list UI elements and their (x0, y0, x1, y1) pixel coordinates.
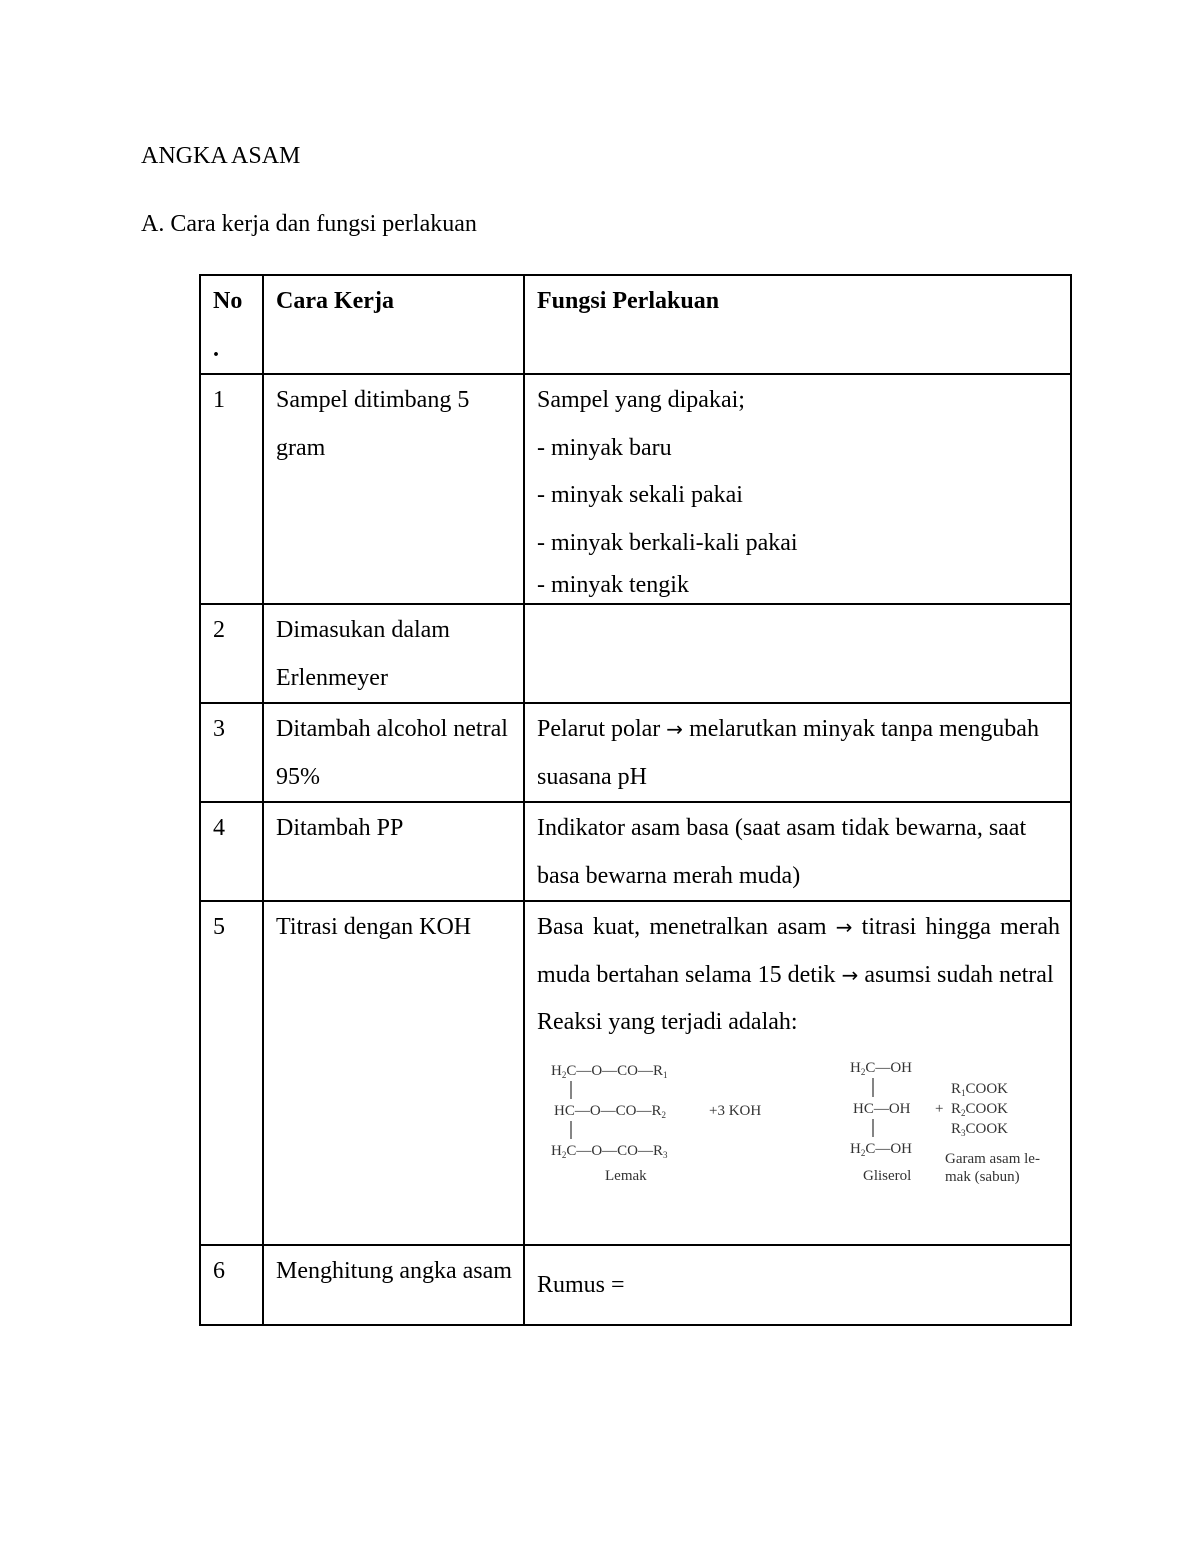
fungsi-cell (524, 374, 1071, 604)
arrow-right-icon: → (835, 915, 853, 939)
table-row (200, 604, 1071, 703)
fungsi-cell (524, 901, 1071, 1245)
plus-sign: + (935, 1100, 944, 1117)
gliserol-line: $H_2C—OH$ (850, 1140, 913, 1158)
gliserol-line: $H_2C—OH$ (850, 1059, 913, 1077)
fungsi-cell (524, 604, 1071, 703)
row-number: 3 (200, 703, 263, 802)
lemak-line: $H_2C—O—CO—R_1$ (551, 1062, 668, 1080)
fungsi-cell: Rumus = (524, 1245, 1071, 1325)
cara-kerja-cell: Ditambah alcohol netral 95% (263, 703, 524, 802)
fungsi-line: - minyak berkali-kali pakai (537, 529, 798, 556)
row-number: 5 (200, 901, 263, 1245)
fungsi-line: - minyak tengik (537, 572, 689, 598)
fungsi-cell: Indikator asam basa (saat asam tidak bewarna, saat basa bewarna merah muda) (524, 802, 1071, 901)
fungsi-text: asumsi sudah netral (864, 961, 1054, 988)
table-row (200, 374, 1071, 604)
procedure-table (199, 274, 1072, 1326)
arrow-right-icon: → (666, 717, 684, 741)
fungsi-text: titrasi hingga merah muda bertahan selama 15 detik (537, 914, 1061, 988)
cara-kerja-cell: Dimasukan dalam Erlenmeyer (263, 604, 524, 703)
soap-line: $R_2COOK$ (951, 1100, 1009, 1118)
arrow-right-icon: → (841, 962, 859, 987)
header-fungsi-perlakuan: Fungsi Perlakuan (524, 275, 1071, 374)
table-row (200, 901, 1071, 1245)
fungsi-text: melarutkan minyak tanpa mengubah suasana pH (537, 716, 1039, 790)
row-number: 4 (200, 802, 263, 901)
soap-line: $R_3COOK$ (951, 1120, 1009, 1138)
fungsi-cell (524, 703, 1071, 802)
reagent-koh: +3 KOH (709, 1102, 762, 1119)
row-number: 1 (200, 374, 263, 604)
lemak-line: $HC—O—CO—R_2$ (554, 1102, 667, 1120)
soap-label: mak (sabun) (945, 1168, 1020, 1185)
fungsi-text: Basa kuat, menetralkan asam (537, 914, 827, 940)
lemak-label: Lemak (605, 1167, 647, 1184)
saponification-reaction-diagram (537, 1047, 1060, 1197)
fungsi-line: - minyak sekali pakai (537, 482, 743, 508)
soap-line: $R_1COOK$ (951, 1080, 1009, 1098)
cara-kerja-cell: Menghitung angka asam (263, 1245, 524, 1325)
table-header-row (200, 275, 1071, 374)
reaction-caption: Reaksi yang terjadi adalah: (537, 1009, 798, 1035)
table-row (200, 802, 1071, 901)
row-number: 6 (200, 1245, 263, 1325)
fungsi-text: Pelarut polar (537, 716, 661, 742)
gliserol-line: HC—OH (853, 1100, 911, 1117)
fungsi-line: Sampel yang dipakai; (537, 387, 745, 413)
header-no: No . (200, 275, 263, 374)
soap-label: Garam asam le- (945, 1150, 1040, 1167)
lemak-line: $H_2C—O—CO—R_3$ (551, 1142, 668, 1160)
table-row (200, 703, 1071, 802)
gliserol-label: Gliserol (863, 1167, 912, 1184)
row-number: 2 (200, 604, 263, 703)
section-heading: A. Cara kerja dan fungsi perlakuan (141, 211, 477, 237)
header-cara-kerja: Cara Kerja (263, 275, 524, 374)
cara-kerja-cell: Ditambah PP (263, 802, 524, 901)
cara-kerja-cell: Titrasi dengan KOH (263, 901, 524, 1245)
fungsi-line: - minyak baru (537, 434, 672, 461)
table-row (200, 1245, 1071, 1325)
cara-kerja-cell: Sampel ditimbang 5 gram (263, 374, 524, 604)
document-title: ANGKA ASAM (141, 143, 301, 169)
